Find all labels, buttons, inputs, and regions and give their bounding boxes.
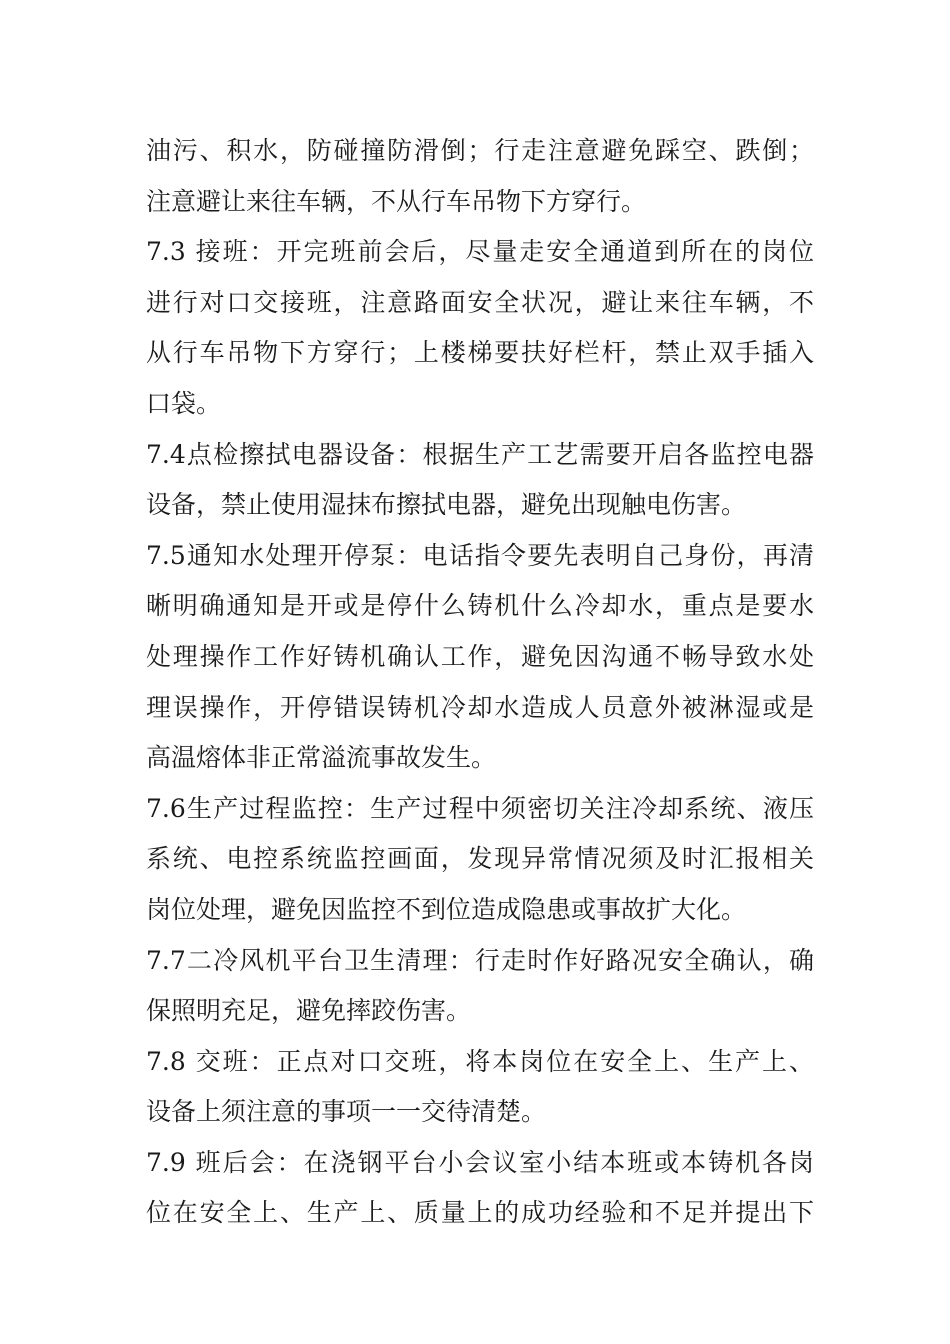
- text-line: 晰明确通知是开或是停什么铸机什么冷却水，重点是要水: [146, 591, 814, 621]
- document-body-text: [146, 126, 814, 1239]
- text-line: 注意避让来往车辆，不从行车吊物下方穿行。: [146, 186, 647, 216]
- text-line: 高温熔体非正常溢流事故发生。: [146, 743, 497, 773]
- text-line: 口袋。: [146, 388, 222, 418]
- text-line: 理误操作，开停错误铸机冷却水造成人员意外被淋湿或是: [146, 692, 814, 722]
- text-line: 系统、电控系统监控画面，发现异常情况须及时汇报相关: [146, 844, 814, 874]
- text-line: 7.7二冷风机平台卫生清理：行走时作好路况安全确认，确: [146, 945, 814, 975]
- text-line: 7.5通知水处理开停泵：电话指令要先表明自己身份，再清: [146, 540, 814, 570]
- text-line: 设备，禁止使用湿抹布擦拭电器，避免出现触电伤害。: [146, 490, 747, 520]
- text-line: 处理操作工作好铸机确认工作，避免因沟通不畅导致水处: [146, 641, 814, 671]
- text-line: 7.6生产过程监控：生产过程中须密切关注冷却系统、液压: [146, 793, 814, 823]
- text-line: 位在安全上、生产上、质量上的成功经验和不足并提出下: [146, 1198, 814, 1228]
- text-line: 7.3 接班：开完班前会后，尽量走安全通道到所在的岗位: [146, 237, 814, 267]
- text-line: 进行对口交接班，注意路面安全状况，避让来往车辆，不: [146, 287, 814, 317]
- text-line: 7.8 交班：正点对口交班，将本岗位在安全上、生产上、: [146, 1046, 814, 1076]
- text-line: 设备上须注意的事项一一交待清楚。: [146, 1097, 547, 1127]
- text-line: 7.9 班后会：在浇钢平台小会议室小结本班或本铸机各岗: [146, 1147, 814, 1177]
- text-line: 保照明充足，避免摔跤伤害。: [146, 996, 472, 1026]
- text-line: 岗位处理，避免因监控不到位造成隐患或事故扩大化。: [146, 894, 747, 924]
- text-line: 油污、积水，防碰撞防滑倒；行走注意避免踩空、跌倒；: [146, 136, 814, 165]
- text-line: 从行车吊物下方穿行；上楼梯要扶好栏杆，禁止双手插入: [146, 338, 814, 368]
- text-line: 7.4点检擦拭电器设备：根据生产工艺需要开启各监控电器: [146, 439, 814, 469]
